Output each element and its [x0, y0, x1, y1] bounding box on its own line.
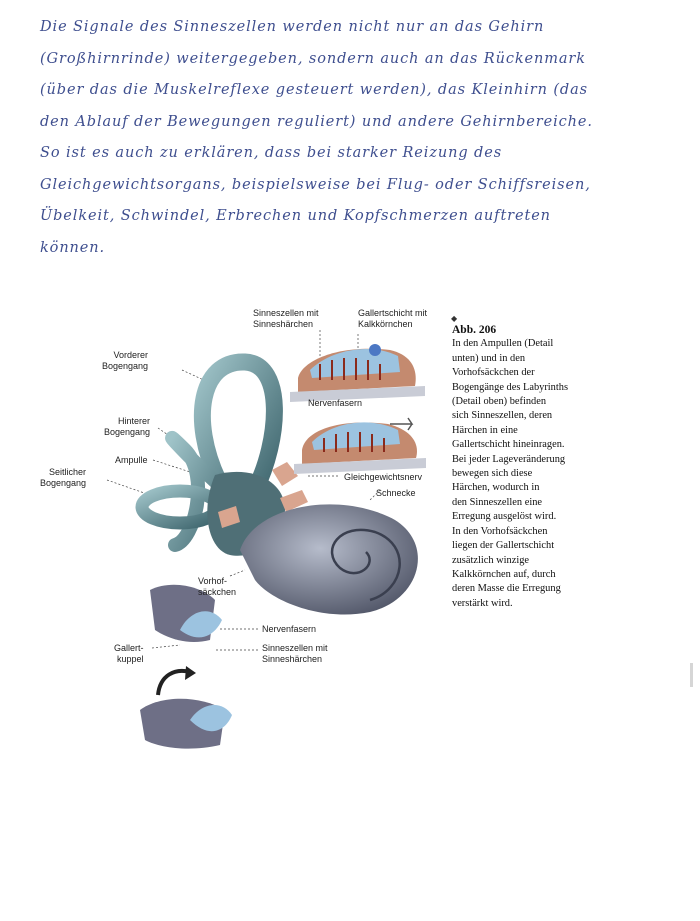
caption-line: In den Ampullen (Detail [452, 338, 554, 350]
label-vorhofsaeckchen: Vorhof- säckchen [198, 576, 237, 597]
caption-line: Bei jeder Lageveränderung [452, 453, 566, 465]
note-line: Die Signale des Sinneszellen werden nicht nur an das Gehirn [40, 19, 545, 35]
caption-line: sich Sinneszellen, deren [452, 410, 553, 422]
note-line: So ist es auch zu erklären, dass bei starker Reizung des [40, 145, 503, 161]
label-vorderer-bogengang: Vorderer Bogengang [102, 350, 149, 371]
caption-line: zusätzlich winzige [452, 554, 530, 566]
caption-line: verstärkt wird. [452, 597, 513, 609]
label-seitlicher-bogengang: Seitlicher Bogengang [40, 467, 87, 488]
note-line: den Ablauf der Bewegungen reguliert) und andere Gehirnbereiche. [40, 113, 593, 130]
figure-caption [452, 313, 580, 611]
note-line: Gleichgewichtsorgans, beispielsweise bei Flug- oder Schiffsreisen, [40, 176, 591, 193]
label-schnecke: Schnecke [376, 488, 416, 498]
inner-ear-drawing [40, 300, 440, 760]
label-gleichgewichtsnerv: Gleichgewichtsnerv [344, 472, 423, 482]
inner-ear-illustration [40, 300, 440, 760]
caption-line: In den Vorhofsäckchen [452, 525, 548, 537]
caption-title: Abb. 206 [452, 324, 497, 336]
cochlea [240, 504, 418, 614]
note-line: (über das die Muskelreflexe gesteuert werden), das Kleinhirn (das [40, 82, 588, 98]
note-line: können. [40, 239, 106, 256]
caption-line: Vorhofsäckchen der [452, 367, 535, 379]
diamond-icon: ◆ [451, 314, 458, 323]
caption-line: Erregung ausgelöst wird. [452, 511, 557, 523]
caption-line: liegen der Gallertschicht [452, 540, 555, 552]
caption-line: Kalkkörnchen auf, durch [452, 568, 556, 580]
label-nervenfasern-top: Nervenfasern [308, 398, 363, 408]
label-sinneszellen-top: Sinneszellen mit Sinneshärchen [253, 308, 319, 329]
caption-line: Härchen, wodurch in [452, 482, 540, 494]
caption-line: den Sinneszellen eine [452, 496, 543, 508]
caption-line: Härchen in eine [452, 424, 518, 436]
caption-line: Gallertschicht hineinragen. [452, 439, 565, 451]
label-gallertschicht: Gallertschicht mit Kalkkörnchen [358, 308, 428, 329]
handwritten-notes [40, 12, 690, 264]
macula-detail-middle [294, 418, 426, 474]
caption-line: bewegen sich diese [452, 468, 533, 480]
label-ampulle: Ampulle [115, 455, 148, 465]
label-gallertkuppel: Gallert- kuppel [114, 643, 144, 664]
macula-detail-top [290, 344, 425, 402]
label-nervenfasern-bottom: Nervenfasern [262, 624, 317, 634]
caption-line: (Detail oben) befinden [452, 396, 547, 408]
note-line: Übelkeit, Schwindel, Erbrechen und Kopfschmerzen auftreten [40, 208, 551, 224]
lateral-canal [142, 491, 218, 523]
label-sinneszellen-bottom: Sinneszellen mit Sinneshärchen [262, 643, 328, 664]
caption-line: unten) und in den [452, 352, 526, 364]
cupula-detail [140, 585, 232, 749]
caption-line: Bogengänge des Labyrinths [452, 381, 569, 393]
scan-mark [690, 663, 693, 687]
caption-line: deren Masse die Erregung [452, 583, 561, 595]
note-line: (Großhirnrinde) weitergegeben, sondern auch an das Rückenmark [40, 50, 586, 67]
label-hinterer-bogengang: Hinterer Bogengang [104, 416, 151, 437]
